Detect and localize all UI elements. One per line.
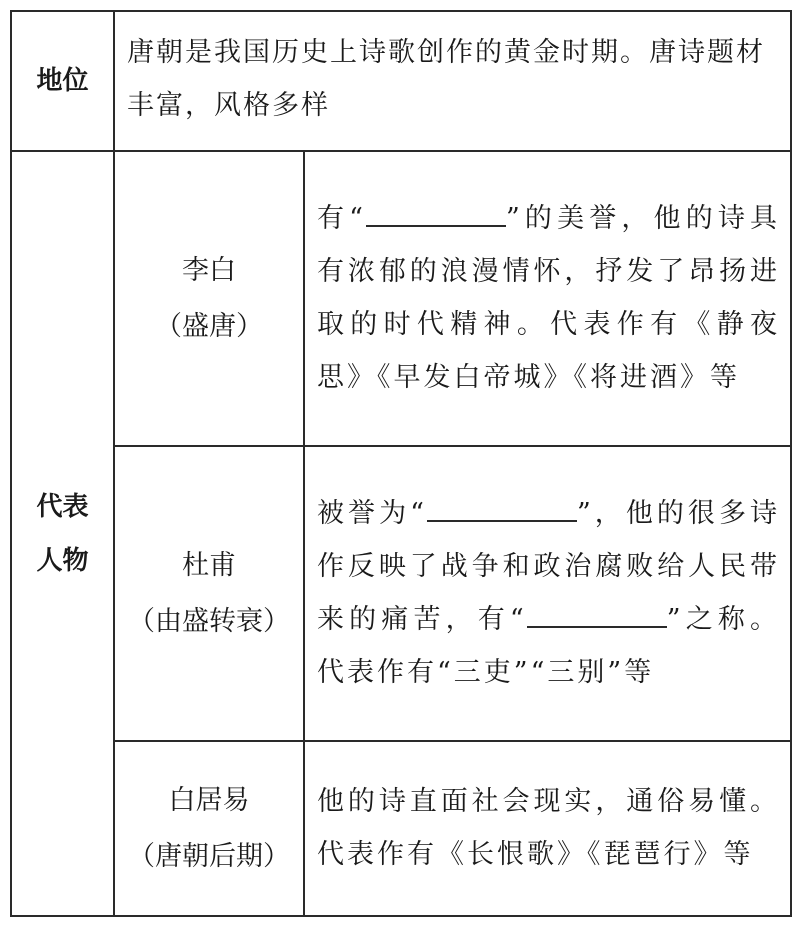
- poet-row-du-fu: [11, 446, 791, 741]
- poet-desc-du-fu: [304, 446, 791, 741]
- status-label: 地位: [36, 66, 89, 96]
- figures-label-cell: [11, 151, 114, 916]
- tang-poetry-table: [10, 10, 792, 917]
- poet-row-li-bai: [11, 151, 791, 446]
- status-text-cell: [114, 11, 791, 151]
- poet-name: 杜甫: [182, 549, 236, 581]
- fill-blank[interactable]: [527, 600, 637, 628]
- poet-cell-bai-juyi: [114, 741, 304, 916]
- figures-label-line2: 人物: [36, 545, 89, 576]
- status-row: [11, 11, 791, 151]
- poet-desc-bai-juyi: [304, 741, 791, 916]
- desc-text: ”，他的很多诗作反映了战争和政治腐败给人民带来的痛苦，有“: [317, 497, 780, 635]
- poet-cell-li-bai: [114, 151, 304, 446]
- desc-text: 有“: [317, 202, 366, 234]
- poet-cell-du-fu: [114, 446, 304, 741]
- desc-text: ”之称。代表作有“三吏”“三别”等: [317, 603, 780, 688]
- poet-name: 李白: [182, 254, 236, 286]
- poet-period: （盛唐）: [155, 310, 263, 342]
- poet-name: 白居易: [168, 784, 250, 816]
- desc-text: ”的美誉，他的诗具有浓郁的浪漫情怀，抒发了昂扬进取的时代精神。代表作有《静夜思》《早发白帝城》《将进酒》等: [317, 202, 780, 393]
- fill-blank[interactable]: [427, 494, 577, 522]
- desc-text: 被誉为“: [317, 497, 427, 529]
- status-label-cell: [11, 11, 114, 151]
- fill-blank-continued[interactable]: [637, 600, 667, 628]
- desc-text: 他的诗直面社会现实，通俗易懂。代表作有《长恨歌》《琵琶行》等: [317, 785, 780, 870]
- figures-label-line1: 代表: [36, 491, 89, 522]
- poet-desc-li-bai: [304, 151, 791, 446]
- poet-period: （唐朝后期）: [128, 840, 290, 872]
- poet-row-bai-juyi: [11, 741, 791, 916]
- poet-period: （由盛转衰）: [128, 605, 290, 637]
- status-text: 唐朝是我国历史上诗歌创作的黄金时期。唐诗题材丰富，风格多样: [127, 37, 765, 121]
- fill-blank[interactable]: [366, 199, 506, 227]
